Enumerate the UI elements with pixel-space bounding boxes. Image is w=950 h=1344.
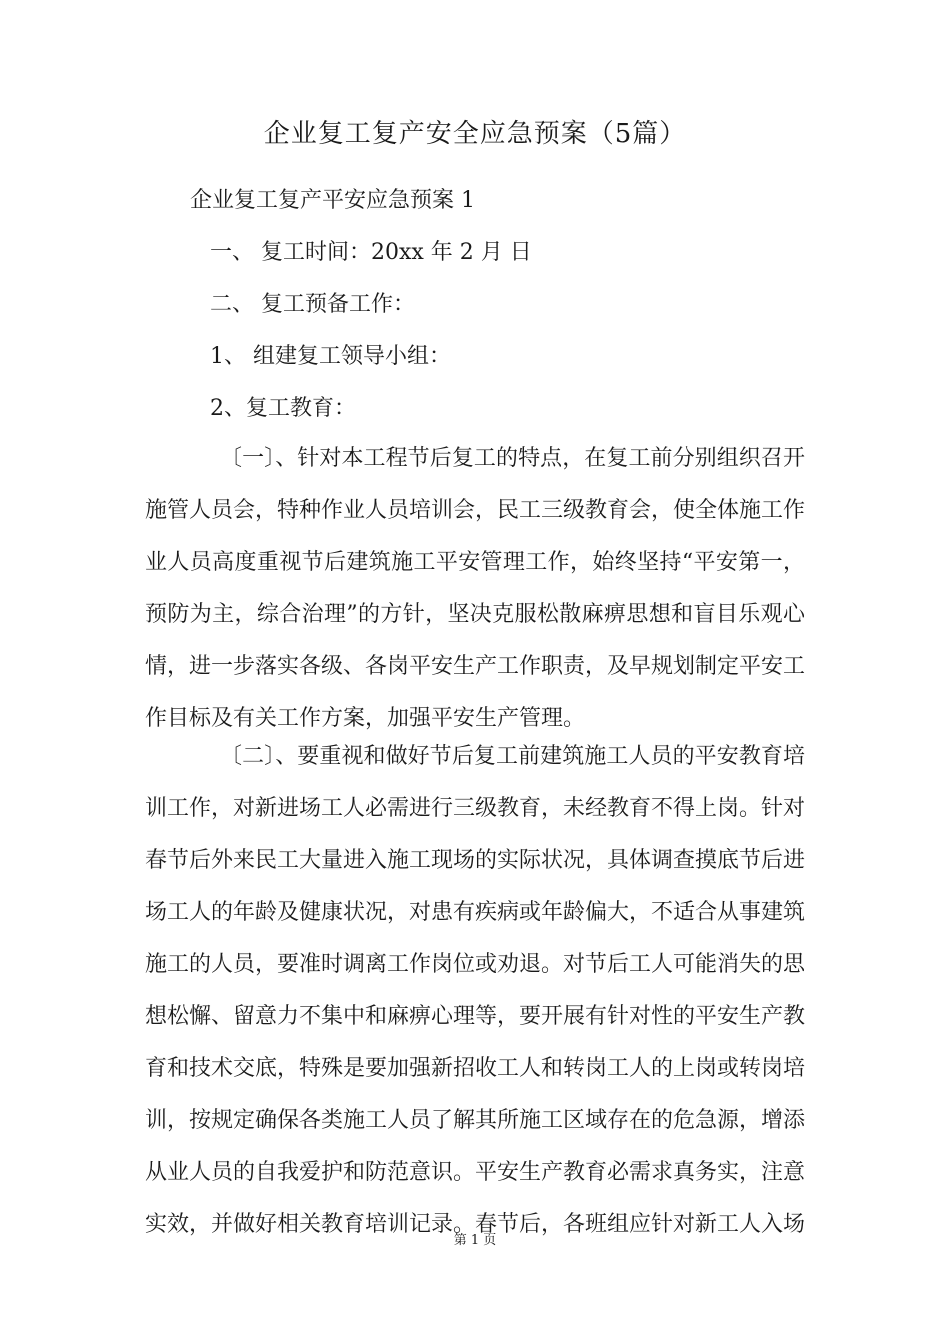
section-subtitle: 企业复工复产平安应急预案 1 <box>190 188 475 213</box>
document-title: 企业复工复产安全应急预案（5篇） <box>263 119 687 149</box>
page-number-footer: 第 1 页 <box>453 1233 497 1248</box>
item-education: 2、复工教育： <box>210 396 356 421</box>
paragraph-1: 〔一〕、针对本工程节后复工的特点，在复工前分别组织召开施管人员会，特种作业人员培训会，民工三级教育会，使全体施工作业人员高度重视节后建筑施工平安管理工作，始终坚持“平安第一，预防为主，综合治理”的方针，坚决克服松散麻痹思想和盲目乐观心情，进一步落实各级、各岗平安生产工作职责，及早规划制定平安工作目标及有关工作方案，加强平安生产管理。 <box>145 446 806 731</box>
item-resume-time: 一、 复工时间：20xx 年 2 月 日 <box>210 240 532 265</box>
item-leading-group: 1、 组建复工领导小组： <box>210 344 451 369</box>
paragraph-2: 〔二〕、要重视和做好节后复工前建筑施工人员的平安教育培训工作，对新进场工人必需进行三级教育，未经教育不得上岗。针对春节后外来民工大量进入施工现场的实际状况，具体调查摸底节后进场工人的年龄及健康状况，对患有疾病或年龄偏大，不适合从事建筑施工的人员，要准时调离工作岗位或劝退。对节后工人可能消失的思想松懈、留意力不集中和麻痹心理等，要开展有针对性的平安生产教育和技术交底，特殊是要加强新招收工人和转岗工人的上岗或转岗培训，按规定确保各类施工人员了解其所施工区域存在的危急源，增添从业人员的自我爱护和防范意识。平安生产教育必需求真务实，注意实效，并做好相关教育培训记录。春节后，各班组应针对新工人入场 <box>145 744 806 1237</box>
item-preparation: 二、 复工预备工作： <box>210 292 415 317</box>
